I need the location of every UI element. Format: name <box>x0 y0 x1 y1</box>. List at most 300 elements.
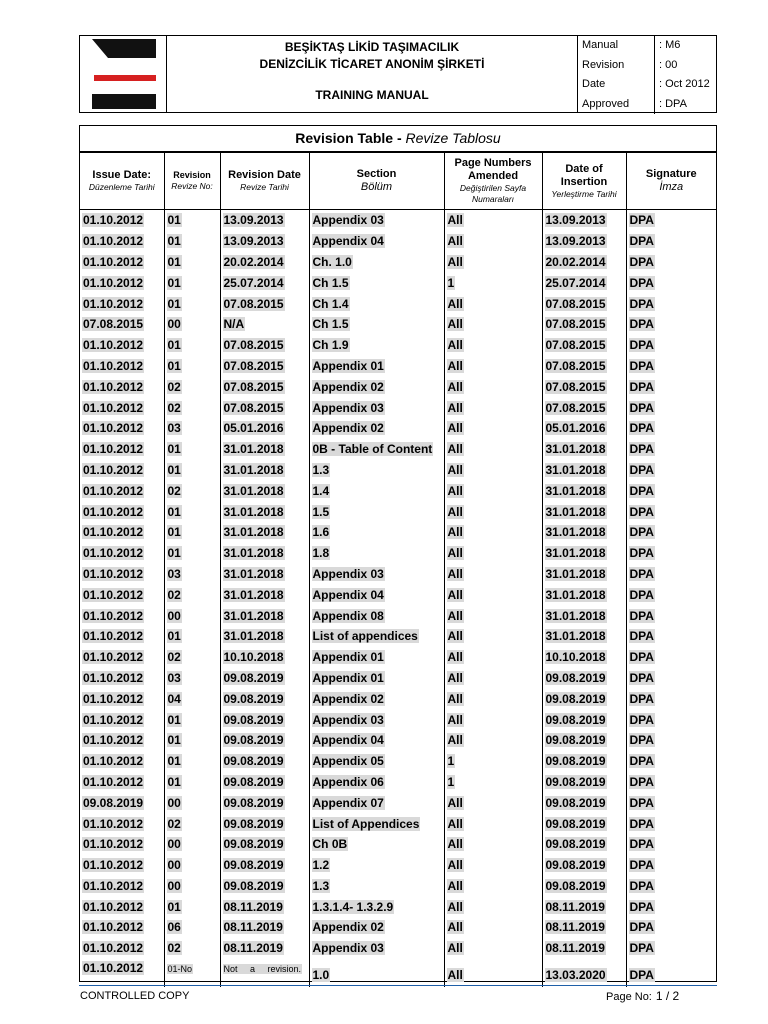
cell-section <box>309 792 444 813</box>
cell-text: 09.08.2019 <box>545 691 606 706</box>
cell-signature <box>626 543 716 564</box>
controlled-copy-label: CONTROLLED COPY <box>80 990 190 1002</box>
cell-section <box>309 688 444 709</box>
cell-text: 08.11.2019 <box>545 920 605 935</box>
cell-issue-date <box>80 501 164 522</box>
cell-text: Appendix 02 <box>312 920 384 935</box>
cell-section <box>309 335 444 356</box>
cell-text: 31.01.2018 <box>223 525 284 540</box>
cell-text: 01.10.2012 <box>83 234 144 249</box>
cell-issue-date <box>80 335 164 356</box>
cell-revision-date <box>220 813 309 834</box>
cell-text: 01.10.2012 <box>83 960 144 975</box>
cell-revision <box>164 335 220 356</box>
cell-text: 01.10.2012 <box>83 837 144 852</box>
cell-text: All <box>447 504 463 519</box>
cell-text: 01.10.2012 <box>83 920 144 935</box>
cell-text: 1 <box>447 754 455 769</box>
cell-revision-date <box>220 647 309 668</box>
cell-text: 20.02.2014 <box>223 254 284 269</box>
cell-text: DPA <box>629 275 654 290</box>
cell-text: 00 <box>167 858 181 873</box>
cell-text: DPA <box>629 650 654 665</box>
cell-revision <box>164 439 220 460</box>
cell-issue-date <box>80 626 164 647</box>
cell-text: 01.10.2012 <box>83 483 144 498</box>
footer-divider <box>79 985 717 986</box>
cell-signature <box>626 938 716 959</box>
cell-issue-date <box>80 668 164 689</box>
table-row <box>80 418 716 439</box>
cell-insertion-date <box>542 480 626 501</box>
cell-text: 01 <box>167 546 181 561</box>
cell-text: 01 <box>167 504 181 519</box>
cell-revision <box>164 938 220 959</box>
cell-section <box>309 356 444 377</box>
cell-text: Appendix 03 <box>312 712 384 727</box>
cell-text: DPA <box>629 712 654 727</box>
cell-revision-date <box>220 709 309 730</box>
cell-revision <box>164 522 220 543</box>
company-name-line2: DENİZCİLİK TİCARET ANONİM ŞİRKETİ <box>259 57 485 71</box>
cell-text: 08.11.2019 <box>223 920 283 935</box>
cell-text: All <box>447 296 463 311</box>
cell-text: All <box>447 795 463 810</box>
cell-text: 01.10.2012 <box>83 712 144 727</box>
cell-insertion-date <box>542 522 626 543</box>
cell-text: 31.01.2018 <box>223 566 284 581</box>
cell-text: 02 <box>167 483 181 498</box>
cell-page-numbers <box>444 876 542 897</box>
cell-text: DPA <box>629 317 654 332</box>
cell-issue-date <box>80 439 164 460</box>
cell-section <box>309 564 444 585</box>
cell-insertion-date <box>542 626 626 647</box>
cell-text: 02 <box>167 816 181 831</box>
cell-text: 1.4 <box>312 483 330 498</box>
cell-text: All <box>447 733 463 748</box>
cell-page-numbers <box>444 751 542 772</box>
cell-page-numbers <box>444 314 542 335</box>
cell-signature <box>626 460 716 481</box>
cell-page-numbers <box>444 813 542 834</box>
table-row <box>80 751 716 772</box>
cell-text: Appendix 03 <box>312 400 384 415</box>
cell-text: 09.08.2019 <box>545 837 606 852</box>
cell-insertion-date <box>542 688 626 709</box>
cell-text: 03 <box>167 566 181 581</box>
cell-text: 07.08.2015 <box>223 296 284 311</box>
table-row <box>80 876 716 897</box>
table-row <box>80 314 716 335</box>
cell-section <box>309 376 444 397</box>
cell-signature <box>626 356 716 377</box>
cell-page-numbers <box>444 605 542 626</box>
table-row <box>80 813 716 834</box>
table-row <box>80 896 716 917</box>
cell-signature <box>626 293 716 314</box>
cell-revision-date <box>220 272 309 293</box>
meta-value: : M6 <box>659 39 681 51</box>
cell-text: 01.10.2012 <box>83 442 144 457</box>
cell-insertion-date <box>542 917 626 938</box>
cell-text: 09.08.2019 <box>223 754 284 769</box>
cell-issue-date <box>80 855 164 876</box>
meta-row-date <box>578 75 716 95</box>
cell-text: 09.08.2019 <box>545 878 606 893</box>
table-row <box>80 772 716 793</box>
cell-revision-date <box>220 314 309 335</box>
cell-text: Appendix 04 <box>312 733 384 748</box>
cell-text: Not a revision. <box>223 963 302 974</box>
cell-text: 10.10.2018 <box>223 650 284 665</box>
cell-text: 01 <box>167 296 181 311</box>
cell-issue-date <box>80 584 164 605</box>
cell-text: All <box>447 317 463 332</box>
cell-insertion-date <box>542 709 626 730</box>
cell-text: 09.08.2019 <box>223 712 284 727</box>
cell-text: 07.08.2015 <box>223 338 284 353</box>
cell-issue-date <box>80 834 164 855</box>
meta-key: Approved <box>578 95 655 115</box>
cell-section <box>309 959 444 987</box>
cell-text: 13.03.2020 <box>545 967 606 982</box>
cell-text: 31.01.2018 <box>545 483 606 498</box>
cell-revision-date <box>220 501 309 522</box>
cell-issue-date <box>80 293 164 314</box>
cell-text: 01 <box>167 733 181 748</box>
cell-revision-date <box>220 460 309 481</box>
cell-text: DPA <box>629 608 654 623</box>
meta-value: : 00 <box>659 58 678 71</box>
cell-revision <box>164 397 220 418</box>
cell-insertion-date <box>542 439 626 460</box>
cell-page-numbers <box>444 272 542 293</box>
cell-page-numbers <box>444 959 542 987</box>
cell-text: 01.10.2012 <box>83 338 144 353</box>
cell-text: 25.07.2014 <box>223 275 284 290</box>
cell-issue-date <box>80 709 164 730</box>
cell-section <box>309 480 444 501</box>
cell-revision-date <box>220 480 309 501</box>
cell-section <box>309 772 444 793</box>
cell-issue-date <box>80 813 164 834</box>
cell-text: All <box>447 546 463 561</box>
cell-revision-date <box>220 210 309 231</box>
cell-revision <box>164 210 220 231</box>
cell-insertion-date <box>542 543 626 564</box>
cell-text: DPA <box>629 358 654 373</box>
cell-insertion-date <box>542 584 626 605</box>
table-row <box>80 397 716 418</box>
cell-insertion-date <box>542 293 626 314</box>
table-row <box>80 272 716 293</box>
cell-text: All <box>447 878 463 893</box>
cell-revision <box>164 252 220 273</box>
meta-key: Manual <box>578 36 655 56</box>
cell-section <box>309 876 444 897</box>
cell-text: List of appendices <box>312 629 418 644</box>
cell-insertion-date <box>542 730 626 751</box>
cell-section <box>309 293 444 314</box>
cell-signature <box>626 647 716 668</box>
cell-text: 09.08.2019 <box>223 816 284 831</box>
table-row <box>80 356 716 377</box>
cell-text: All <box>447 712 463 727</box>
cell-text: 13.09.2013 <box>545 234 606 249</box>
cell-text: 1.3 <box>312 462 330 477</box>
cell-page-numbers <box>444 543 542 564</box>
cell-section <box>309 896 444 917</box>
cell-signature <box>626 418 716 439</box>
cell-text: 03 <box>167 421 181 436</box>
cell-text: Ch 0B <box>312 837 348 852</box>
cell-page-numbers <box>444 439 542 460</box>
cell-signature <box>626 522 716 543</box>
cell-text: 09.08.2019 <box>223 691 284 706</box>
cell-text: All <box>447 629 463 644</box>
cell-revision <box>164 834 220 855</box>
cell-revision-date <box>220 543 309 564</box>
cell-text: Appendix 05 <box>312 754 384 769</box>
cell-text: All <box>447 338 463 353</box>
cell-revision-date <box>220 772 309 793</box>
cell-issue-date <box>80 896 164 917</box>
document-meta <box>578 36 716 112</box>
cell-revision-date <box>220 668 309 689</box>
cell-page-numbers <box>444 626 542 647</box>
cell-page-numbers <box>444 501 542 522</box>
cell-revision-date <box>220 356 309 377</box>
cell-text: 01.10.2012 <box>83 691 144 706</box>
cell-section <box>309 647 444 668</box>
table-row <box>80 626 716 647</box>
cell-text: 07.08.2015 <box>223 358 284 373</box>
cell-revision-date <box>220 231 309 252</box>
cell-text: 09.08.2019 <box>545 712 606 727</box>
cell-insertion-date <box>542 876 626 897</box>
cell-text: All <box>447 837 463 852</box>
cell-issue-date <box>80 647 164 668</box>
cell-text: 07.08.2015 <box>545 296 606 311</box>
cell-text: Ch 1.5 <box>312 275 349 290</box>
meta-value: : Oct 2012 <box>659 78 710 90</box>
cell-page-numbers <box>444 730 542 751</box>
cell-text: 09.08.2019 <box>223 795 284 810</box>
cell-page-numbers <box>444 418 542 439</box>
cell-text: All <box>447 525 463 540</box>
cell-text: 1.6 <box>312 525 330 540</box>
cell-signature <box>626 210 716 231</box>
page-label: Page No: <box>606 991 652 1003</box>
cell-text: DPA <box>629 733 654 748</box>
cell-text: 09.08.2019 <box>545 795 606 810</box>
table-row <box>80 293 716 314</box>
cell-text: 01.10.2012 <box>83 733 144 748</box>
cell-text: 01 <box>167 442 181 457</box>
cell-text: 08.11.2019 <box>545 941 605 956</box>
cell-section <box>309 522 444 543</box>
table-row <box>80 210 716 231</box>
cell-text: 01.10.2012 <box>83 379 144 394</box>
cell-insertion-date <box>542 564 626 585</box>
cell-text: 01 <box>167 712 181 727</box>
cell-text: DPA <box>629 566 654 581</box>
cell-text: All <box>447 379 463 394</box>
cell-text: 01-No <box>167 963 193 974</box>
cell-text: 09.08.2019 <box>545 754 606 769</box>
cell-text: 31.01.2018 <box>545 525 606 540</box>
cell-text: 31.01.2018 <box>545 566 606 581</box>
cell-text: 09.08.2019 <box>545 774 606 789</box>
cell-text: All <box>447 899 463 914</box>
cell-page-numbers <box>444 938 542 959</box>
cell-text: DPA <box>629 967 654 982</box>
cell-issue-date <box>80 376 164 397</box>
cell-insertion-date <box>542 834 626 855</box>
cell-page-numbers <box>444 564 542 585</box>
revision-table-body <box>80 210 716 987</box>
cell-issue-date <box>80 522 164 543</box>
cell-revision-date <box>220 876 309 897</box>
cell-text: 1.2 <box>312 858 330 873</box>
cell-revision <box>164 688 220 709</box>
cell-text: Ch 1.5 <box>312 317 349 332</box>
cell-text: 09.08.2019 <box>545 816 606 831</box>
cell-text: 07.08.2015 <box>545 379 606 394</box>
cell-text: 01.10.2012 <box>83 462 144 477</box>
company-logo <box>80 36 167 112</box>
table-row <box>80 855 716 876</box>
cell-text: Appendix 04 <box>312 234 384 249</box>
cell-text: 01.10.2012 <box>83 275 144 290</box>
cell-revision-date <box>220 896 309 917</box>
cell-insertion-date <box>542 959 626 987</box>
cell-text: 01.10.2012 <box>83 899 144 914</box>
cell-page-numbers <box>444 584 542 605</box>
cell-text: DPA <box>629 400 654 415</box>
title-italic: Revize Tablosu <box>401 130 501 146</box>
cell-text: 07.08.2015 <box>83 317 144 332</box>
cell-text: 01.10.2012 <box>83 608 144 623</box>
cell-revision <box>164 751 220 772</box>
cell-signature <box>626 876 716 897</box>
table-row <box>80 252 716 273</box>
table-header-row <box>80 153 716 210</box>
cell-text: Appendix 08 <box>312 608 384 623</box>
cell-text: All <box>447 442 463 457</box>
cell-text: 1.3 <box>312 878 330 893</box>
cell-text: 01.10.2012 <box>83 296 144 311</box>
cell-text: 01.10.2012 <box>83 858 144 873</box>
cell-revision <box>164 668 220 689</box>
col-page-numbers: Page Numbers Amended Değiştirilen Sayfa Numaraları <box>444 153 542 210</box>
cell-text: All <box>447 358 463 373</box>
table-row <box>80 959 716 987</box>
cell-text: 31.01.2018 <box>545 608 606 623</box>
table-row <box>80 688 716 709</box>
cell-insertion-date <box>542 252 626 273</box>
table-row <box>80 335 716 356</box>
cell-section <box>309 314 444 335</box>
cell-revision <box>164 896 220 917</box>
cell-text: 08.11.2019 <box>223 899 283 914</box>
cell-page-numbers <box>444 647 542 668</box>
cell-issue-date <box>80 480 164 501</box>
cell-page-numbers <box>444 460 542 481</box>
cell-revision <box>164 293 220 314</box>
cell-text: DPA <box>629 525 654 540</box>
cell-text: All <box>447 670 463 685</box>
cell-text: Appendix 01 <box>312 358 384 373</box>
cell-issue-date <box>80 938 164 959</box>
cell-insertion-date <box>542 376 626 397</box>
cell-text: 07.08.2015 <box>545 400 606 415</box>
cell-text: Appendix 03 <box>312 566 384 581</box>
revision-table-title <box>80 126 716 152</box>
cell-section <box>309 751 444 772</box>
cell-text: 1.5 <box>312 504 330 519</box>
cell-text: All <box>447 941 463 956</box>
cell-text: 01.10.2012 <box>83 525 144 540</box>
cell-page-numbers <box>444 293 542 314</box>
cell-text: 01.10.2012 <box>83 670 144 685</box>
cell-signature <box>626 314 716 335</box>
revision-table <box>80 152 716 987</box>
cell-text: 08.11.2019 <box>223 941 283 956</box>
cell-issue-date <box>80 772 164 793</box>
cell-text: 31.01.2018 <box>223 483 284 498</box>
cell-text: All <box>447 967 463 982</box>
cell-text: Ch 1.9 <box>312 338 349 353</box>
table-row <box>80 439 716 460</box>
table-row <box>80 647 716 668</box>
cell-revision <box>164 584 220 605</box>
cell-signature <box>626 834 716 855</box>
table-row <box>80 605 716 626</box>
col-section: Section Bölüm <box>309 153 444 210</box>
cell-signature <box>626 335 716 356</box>
cell-text: DPA <box>629 858 654 873</box>
cell-text: 09.08.2019 <box>223 858 284 873</box>
cell-section <box>309 460 444 481</box>
cell-insertion-date <box>542 397 626 418</box>
cell-text: Appendix 01 <box>312 650 384 665</box>
cell-text: 01.10.2012 <box>83 774 144 789</box>
cell-revision <box>164 959 220 987</box>
cell-text: 31.01.2018 <box>545 462 606 477</box>
cell-insertion-date <box>542 938 626 959</box>
table-row <box>80 522 716 543</box>
cell-text: DPA <box>629 442 654 457</box>
flag-logo-icon <box>80 36 166 112</box>
cell-text: 01 <box>167 754 181 769</box>
cell-issue-date <box>80 876 164 897</box>
cell-text: 01 <box>167 774 181 789</box>
cell-revision-date <box>220 564 309 585</box>
cell-text: 25.07.2014 <box>545 275 606 290</box>
cell-text: DPA <box>629 587 654 602</box>
cell-issue-date <box>80 751 164 772</box>
cell-text: 1.8 <box>312 546 330 561</box>
cell-text: 13.09.2013 <box>223 234 284 249</box>
cell-text: 02 <box>167 379 181 394</box>
cell-page-numbers <box>444 397 542 418</box>
cell-text: All <box>447 254 463 269</box>
cell-text: 00 <box>167 878 181 893</box>
cell-page-numbers <box>444 335 542 356</box>
cell-section <box>309 813 444 834</box>
